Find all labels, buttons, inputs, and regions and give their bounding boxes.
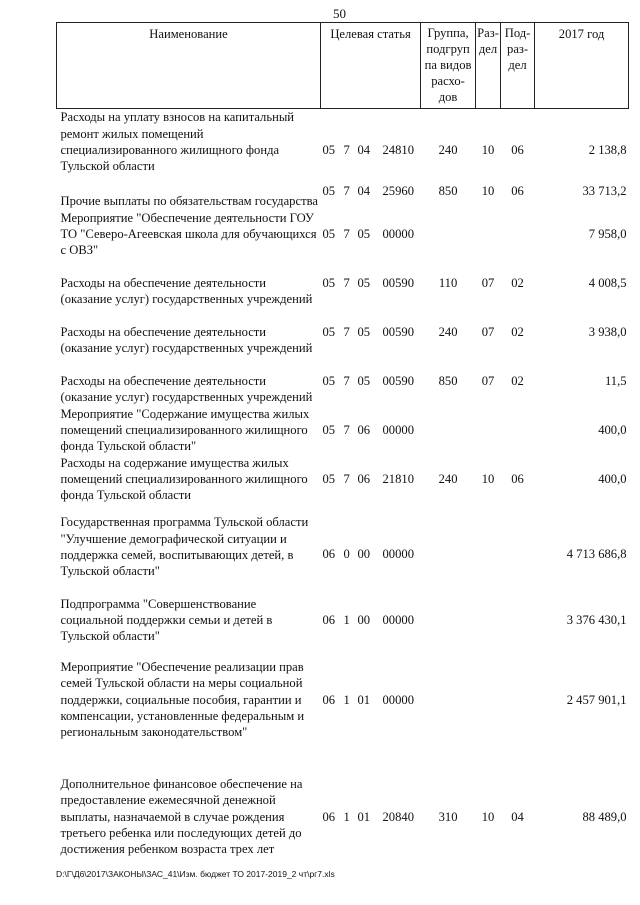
row-razdel	[476, 406, 501, 455]
row-code-program: 06	[322, 613, 336, 628]
row-code-program: 05	[322, 184, 336, 199]
row-razdel: 10	[481, 472, 495, 487]
table-row	[57, 308, 629, 357]
table-body	[57, 109, 629, 860]
row-podrazdel	[501, 505, 535, 583]
header-group-line: подгруп	[426, 42, 470, 56]
row-amount: 3 376 430,1	[566, 613, 627, 628]
row-code-subprogram: 7	[343, 184, 350, 199]
row-code-activity: 05	[357, 325, 371, 340]
row-code-program: 05	[322, 472, 336, 487]
row-group	[421, 210, 476, 259]
row-name: Прочие выплаты по обязательствам государства	[60, 194, 318, 209]
table-row	[57, 259, 629, 308]
row-code-activity: 01	[357, 810, 371, 825]
row-code-direction: 00000	[382, 613, 414, 628]
row-code-activity: 00	[357, 547, 371, 562]
row-group: 240	[438, 325, 458, 340]
row-code-activity: 05	[357, 276, 371, 291]
header-group	[421, 23, 476, 109]
row-code-activity: 01	[357, 693, 371, 708]
row-code-program: 06	[322, 693, 336, 708]
row-name: Подпрограмма "Совершенствование социальной поддержки семьи и детей в Тульской области"	[60, 596, 273, 644]
row-code-subprogram: 1	[343, 810, 350, 825]
table-row	[57, 109, 629, 175]
row-amount: 4 008,5	[588, 276, 627, 291]
row-group: 240	[438, 472, 458, 487]
row-name: Расходы на обеспечение деятельности (оказание услуг) государственных учреждений	[60, 324, 313, 356]
row-razdel	[476, 649, 501, 746]
row-code-activity: 04	[357, 143, 371, 158]
row-podrazdel: 06	[511, 472, 524, 487]
table-row	[57, 583, 629, 649]
row-amount: 7 958,0	[588, 227, 627, 242]
row-name: Расходы на содержание имущества жилых помещений специализированного жилищного фонда Тульской области	[60, 455, 308, 503]
row-razdel: 07	[481, 276, 495, 291]
table-row	[57, 455, 629, 505]
row-name: Дополнительное финансовое обеспечение на предоставление ежемесячной денежной выплаты, назначаемой в случае рождения третьего ребенка или последующих детей до достижения ребенком возраста трех лет	[60, 777, 303, 857]
row-group: 310	[438, 810, 458, 825]
page-number: 50	[333, 6, 346, 21]
row-code-direction: 00590	[382, 374, 414, 389]
row-code-direction: 00000	[382, 547, 414, 562]
header-target-article: Целевая статья	[321, 23, 421, 109]
row-code-direction: 00000	[382, 227, 414, 242]
row-code-program: 05	[322, 227, 336, 242]
row-code-activity: 06	[357, 472, 371, 487]
row-code-subprogram: 7	[343, 143, 350, 158]
row-razdel	[476, 210, 501, 259]
row-code-subprogram: 1	[343, 613, 350, 628]
row-name: Государственная программа Тульской области "Улучшение демографической ситуации и поддержка семей, воспитывающих детей, в Тульской области"	[60, 515, 309, 579]
file-path-footer: D:\Г\Д6\2017\ЗАКОНЫ\ЗАС_41\Изм. бюджет ТО 2017-2019_2 чт\рг7.xls	[56, 869, 335, 879]
row-name: Расходы на уплату взносов на капитальный ремонт жилых помещений специализированного жилищного фонда Тульской области	[60, 110, 295, 174]
row-code-program: 05	[322, 325, 336, 340]
header-podrazdel-line: Под-	[504, 26, 531, 40]
header-podrazdel-line: дел	[508, 58, 527, 72]
row-group	[421, 406, 476, 455]
row-podrazdel: 04	[511, 810, 524, 825]
row-podrazdel: 06	[511, 184, 524, 199]
row-group	[421, 505, 476, 583]
row-code-subprogram: 1	[343, 693, 350, 708]
table-row	[57, 406, 629, 455]
row-code-program: 06	[322, 810, 336, 825]
row-code-activity: 06	[357, 423, 371, 438]
row-razdel: 10	[481, 143, 495, 158]
row-name: Мероприятие "Обеспечение деятельности ГОУ ТО "Северо-Агеевская школа для обучающихся с ОВЗ"	[60, 210, 317, 258]
row-amount: 400,0	[598, 423, 627, 438]
table-row	[57, 649, 629, 746]
table-row	[57, 505, 629, 583]
row-code-direction: 20840	[382, 810, 414, 825]
row-group	[421, 649, 476, 746]
row-code-program: 05	[322, 276, 336, 291]
row-razdel: 07	[481, 374, 495, 389]
row-name: Мероприятие "Содержание имущества жилых помещений специализированного жилищного фонда Тульской области"	[60, 406, 310, 454]
header-group-line: дов	[438, 90, 458, 104]
row-name: Мероприятие "Обеспечение реализации прав семей Тульской области на меры социальной поддержки, социальные пособия, гарантии и компенсации, установленные федеральным и региональным законодательством"	[60, 660, 305, 740]
row-code-direction: 00590	[382, 276, 414, 291]
row-amount: 2 457 901,1	[566, 693, 627, 708]
row-code-program: 05	[322, 374, 336, 389]
row-amount: 400,0	[598, 472, 627, 487]
row-razdel: 07	[481, 325, 495, 340]
row-razdel: 10	[481, 184, 495, 199]
row-amount: 88 489,0	[582, 810, 627, 825]
row-razdel	[476, 505, 501, 583]
header-group-line: расхо-	[431, 74, 465, 88]
row-code-subprogram: 7	[343, 276, 350, 291]
header-year: 2017 год	[535, 23, 629, 109]
header-group-line: па видов	[424, 58, 472, 72]
row-code-activity: 05	[357, 374, 371, 389]
header-razdel	[476, 23, 501, 109]
row-code-direction: 00000	[382, 693, 414, 708]
row-amount: 11,5	[604, 374, 627, 389]
row-group	[421, 583, 476, 649]
row-podrazdel: 02	[511, 374, 524, 389]
row-amount: 33 713,2	[582, 184, 627, 199]
row-code-program: 05	[322, 423, 336, 438]
row-code-activity: 04	[357, 184, 371, 199]
row-code-program: 05	[322, 143, 336, 158]
header-group-line: Группа,	[427, 26, 469, 40]
row-podrazdel	[501, 210, 535, 259]
row-code-direction: 21810	[382, 472, 414, 487]
header-name: Наименование	[57, 23, 321, 109]
table-row	[57, 175, 629, 210]
table-row	[57, 210, 629, 259]
row-code-subprogram: 7	[343, 423, 350, 438]
row-podrazdel	[501, 583, 535, 649]
row-code-subprogram: 7	[343, 472, 350, 487]
row-code-direction: 00000	[382, 423, 414, 438]
row-code-subprogram: 7	[343, 227, 350, 242]
budget-table	[56, 22, 629, 860]
table-header-row	[57, 23, 629, 109]
row-podrazdel: 02	[511, 325, 524, 340]
header-razdel-line: дел	[478, 42, 498, 56]
row-code-subprogram: 0	[343, 547, 350, 562]
row-group: 240	[438, 143, 458, 158]
row-code-subprogram: 7	[343, 325, 350, 340]
row-code-direction: 25960	[382, 184, 414, 199]
row-amount: 4 713 686,8	[566, 547, 627, 562]
row-razdel: 10	[481, 810, 495, 825]
header-podrazdel	[501, 23, 535, 109]
table-row	[57, 746, 629, 860]
table-row	[57, 357, 629, 406]
row-code-program: 06	[322, 547, 336, 562]
row-amount: 2 138,8	[588, 143, 627, 158]
row-code-activity: 05	[357, 227, 371, 242]
row-group: 850	[438, 184, 458, 199]
row-group: 110	[438, 276, 458, 291]
row-code-direction: 24810	[382, 143, 414, 158]
row-name: Расходы на обеспечение деятельности (оказание услуг) государственных учреждений	[60, 373, 313, 405]
row-podrazdel: 02	[511, 276, 524, 291]
header-podrazdel-line: раз-	[507, 42, 529, 56]
row-podrazdel: 06	[511, 143, 524, 158]
header-razdel-line: Раз-	[477, 26, 499, 40]
row-code-activity: 00	[357, 613, 371, 628]
row-group: 850	[438, 374, 458, 389]
row-amount: 3 938,0	[588, 325, 627, 340]
row-podrazdel	[501, 649, 535, 746]
row-code-direction: 00590	[382, 325, 414, 340]
row-razdel	[476, 583, 501, 649]
row-name: Расходы на обеспечение деятельности (оказание услуг) государственных учреждений	[60, 275, 313, 307]
row-code-subprogram: 7	[343, 374, 350, 389]
row-podrazdel	[501, 406, 535, 455]
